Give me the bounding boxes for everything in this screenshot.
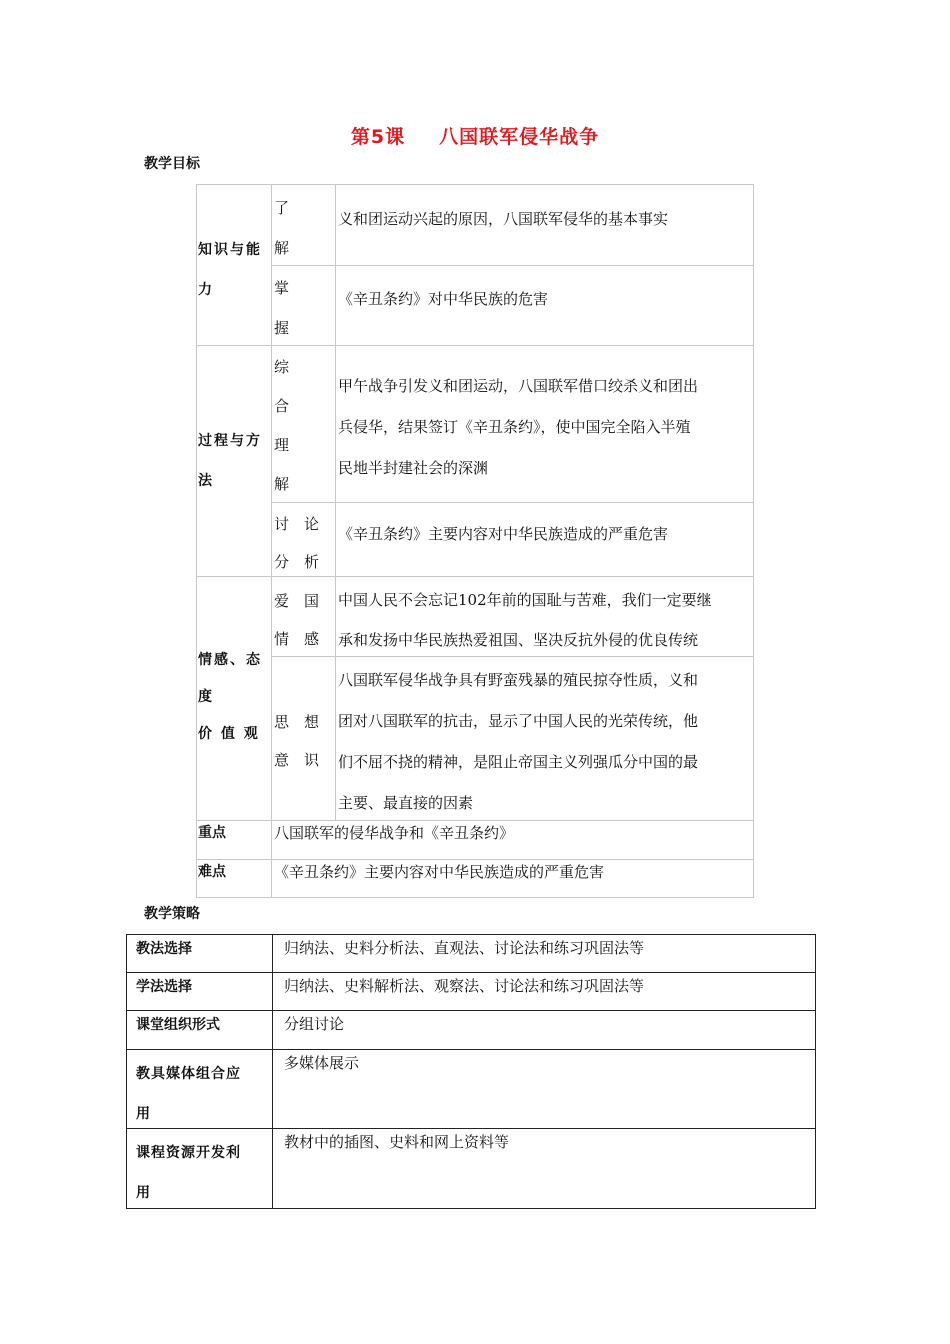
emotion-label-line1: 情感、态 xyxy=(198,652,262,668)
verb-char: 解 xyxy=(274,475,290,493)
verb-char: 了 xyxy=(274,199,290,217)
strategy-label-class-organization: 课堂组织形式 xyxy=(136,1017,220,1033)
section-strategy-heading: 教学策略 xyxy=(144,906,200,922)
strategy-label-resources xyxy=(136,1133,241,1213)
content-line: 兵侵华，结果签订《辛丑条约》，使中国完全陷入半殖 xyxy=(338,418,691,436)
strategy-value-learning-method: 归纳法、史料解析法、观察法、讨论法和练习巩固法等 xyxy=(284,977,645,995)
strategy-label-teaching-method: 教法选择 xyxy=(136,941,192,957)
process-label-line1: 过程与方 xyxy=(198,433,262,449)
strategy-value-class-organization: 分组讨论 xyxy=(284,1015,345,1033)
emotion-content-1 xyxy=(338,580,712,660)
lesson-title xyxy=(0,122,950,149)
verb-line: 讨 论 xyxy=(274,515,320,533)
verb-line: 思 想 xyxy=(274,713,320,731)
content-line: 承和发扬中华民族热爱祖国、坚决反抗外侵的优良传统 xyxy=(338,631,699,649)
emotion-label-line3: 价 值 观 xyxy=(198,726,260,742)
content-line: 们不屈不挠的精神，是阻止帝国主义列强瓜分中国的最 xyxy=(338,753,699,771)
process-content-1 xyxy=(338,366,698,489)
knowledge-ability-label xyxy=(198,230,262,310)
process-method-label xyxy=(198,421,262,501)
verb-line: 意 识 xyxy=(274,751,320,769)
emotion-content-2 xyxy=(338,660,698,824)
verb-char: 掌 xyxy=(274,279,290,297)
label-line: 教具媒体组合应 xyxy=(136,1066,241,1082)
emotion-label-line2: 度 xyxy=(198,689,212,705)
label-line: 用 xyxy=(136,1185,150,1201)
verb-line: 分 析 xyxy=(274,553,320,571)
content-line: 八国联军侵华战争具有野蛮残暴的殖民掠夺性质，义和 xyxy=(338,671,699,689)
verb-zhangwo xyxy=(274,268,289,348)
key-point-value: 八国联军的侵华战争和《辛丑条约》 xyxy=(274,824,515,842)
content-line: 团对八国联军的抗击，显示了中国人民的光荣传统，他 xyxy=(338,712,699,730)
content-line: 主要、最直接的因素 xyxy=(338,794,474,812)
verb-char: 解 xyxy=(274,239,290,257)
content-line: 民地半封建社会的深渊 xyxy=(338,459,489,477)
verb-aiguoqinggan xyxy=(274,582,332,658)
strategy-label-media xyxy=(136,1054,241,1134)
verb-sixiangyishi xyxy=(274,703,332,779)
emotion-attitude-values-label xyxy=(198,642,262,753)
label-line: 用 xyxy=(136,1106,150,1122)
verb-char: 合 xyxy=(274,397,290,415)
process-label-line2: 法 xyxy=(198,473,212,489)
difficulty-label: 难点 xyxy=(198,864,226,880)
lesson-number: 第5课 xyxy=(350,126,406,148)
knowledge-content-2: 《辛丑条约》对中华民族的危害 xyxy=(338,290,549,308)
lesson-name: 八国联军侵华战争 xyxy=(439,126,600,148)
label-line: 课程资源开发利 xyxy=(136,1145,241,1161)
verb-char: 综 xyxy=(274,358,290,376)
key-point-label: 重点 xyxy=(198,825,226,841)
verb-char: 理 xyxy=(274,436,290,454)
verb-taolunfenxi xyxy=(274,505,332,581)
verb-char: 握 xyxy=(274,319,290,337)
section-objectives-heading: 教学目标 xyxy=(144,156,200,172)
verb-zonghelijie xyxy=(274,348,289,504)
knowledge-label-line2: 力 xyxy=(198,282,212,298)
content-line: 甲午战争引发义和团运动，八国联军借口绞杀义和团出 xyxy=(338,377,699,395)
knowledge-content-1: 义和团运动兴起的原因，八国联军侵华的基本事实 xyxy=(338,210,669,228)
verb-line: 情 感 xyxy=(274,630,320,648)
strategy-value-teaching-method: 归纳法、史料分析法、直观法、讨论法和练习巩固法等 xyxy=(284,939,645,957)
difficulty-value: 《辛丑条约》主要内容对中华民族造成的严重危害 xyxy=(274,863,605,881)
process-content-2: 《辛丑条约》主要内容对中华民族造成的严重危害 xyxy=(338,525,669,543)
strategy-label-learning-method: 学法选择 xyxy=(136,979,192,995)
knowledge-label-line1: 知识与能 xyxy=(198,242,262,258)
strategy-value-media: 多媒体展示 xyxy=(284,1054,360,1072)
verb-liaojie xyxy=(274,188,289,268)
content-line: 中国人民不会忘记102年前的国耻与苦难，我们一定要继 xyxy=(338,591,712,609)
verb-line: 爱 国 xyxy=(274,592,320,610)
strategy-value-resources: 教材中的插图、史料和网上资料等 xyxy=(284,1133,510,1151)
